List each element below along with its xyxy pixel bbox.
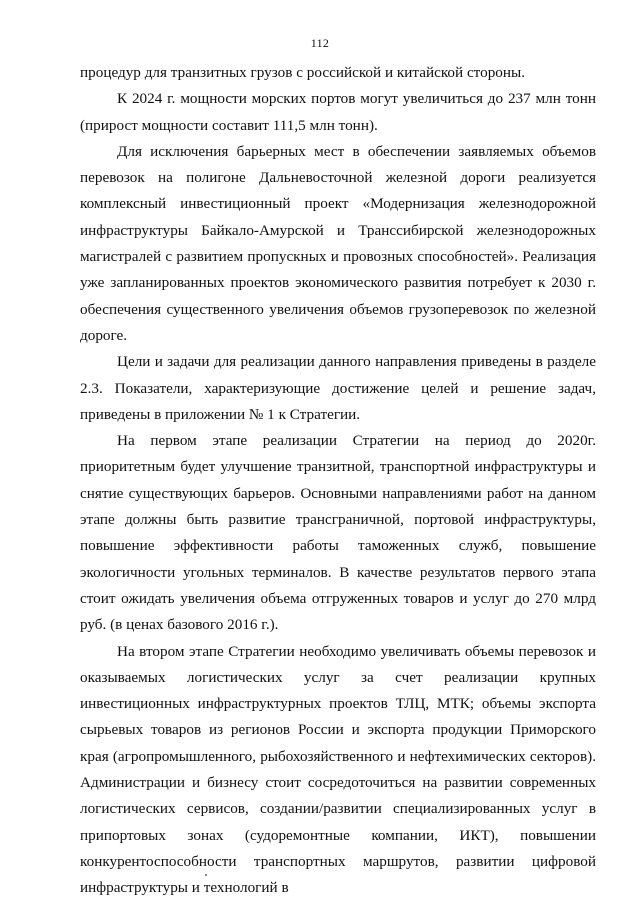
paragraph-first-stage: На первом этапе реализации Стратегии на период до 2020г. приоритетным будет улучшение транзитной, транспортной инфраструктуры и снятие существующих барьеров. Основными направлениями работ на данном этапе должны быть развитие трансграничной, портовой инфраструктуры, повышение эффективности работы таможенных служб, повышение экологичности угольных терминалов. В качестве результатов первого этапа стоит ожидать увеличения объема отгруженных товаров и услуг до 270 млрд руб. (в ценах базового 2016 г.). — [80, 432, 596, 634]
paragraph-second-stage: На втором этапе Стратегии необходимо увеличивать объемы перевозок и оказываемых логистических услуг за счет реализации крупных инвестиционных инфраструктурных проектов ТЛЦ, МТК; объемы экспорта сырьевых товаров из регионов России и экспорта продукции Приморского края (агропромышленного, рыбохозяйственного и нефтехимических секторов). Администрации и бизнесу стоит сосредоточиться на развитии современных логистических сервисов, создании/развитии специализированных услуг в припортовых зонах (судоремонтные компании, ИКТ), повышении конкурентоспособности транспортных маршрутов, развитии цифровой инфраструктуры и технологий в — [80, 642, 596, 897]
paragraph-continuation: процедур для транзитных грузов с российской и китайской стороны. — [80, 64, 526, 81]
paragraph-railway-project: Для исключения барьерных мест в обеспечении заявляемых объемов перевозок на полигоне Дальневосточной железной дороги реализуется комплексный инвестиционный проект «Модернизация железнодорожной инфраструктуры Байкало-Амурской и Транссибирской железнодорожных магистралей с развитием пропускных и провозных способностей». Реализация уже запланированных проектов экономического развития потребует к 2030 г. обеспечения существенного увеличения объемов грузоперевозок по железной дороге. — [80, 142, 596, 344]
page-number: 112 — [310, 36, 330, 50]
paragraph-port-capacity: К 2024 г. мощности морских портов могут увеличиться до 237 млн тонн (прирост мощности составит 111,5 млн тонн). — [80, 90, 596, 134]
body-text — [80, 60, 596, 902]
scan-artifact — [205, 874, 207, 876]
paragraph-goals-reference: Цели и задачи для реализации данного направления приведены в разделе 2.3. Показатели, характеризующие достижение целей и решение задач, приведены в приложении № 1 к Стратегии. — [80, 353, 596, 423]
